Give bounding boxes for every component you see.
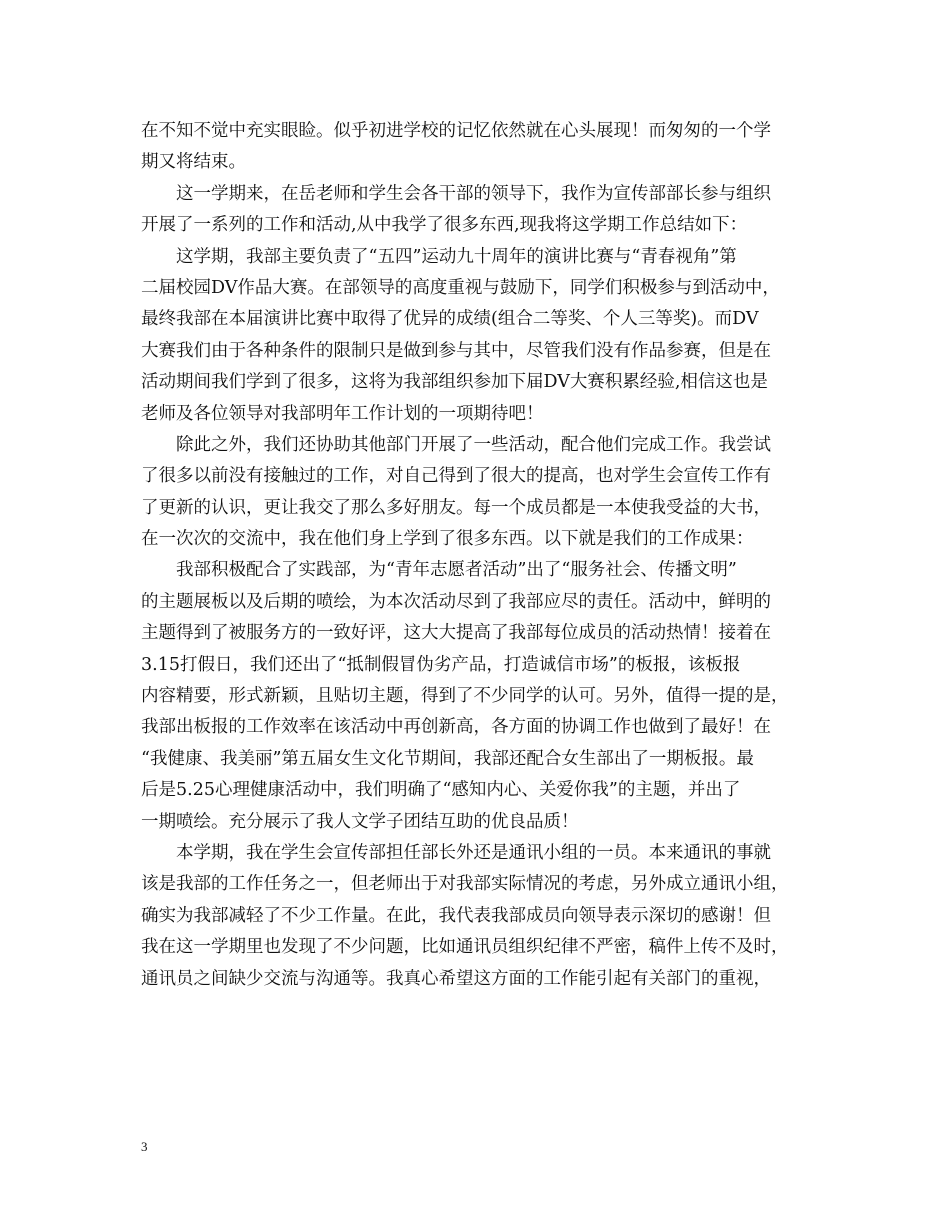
text-line: 这学期，我部主要负责了“五四”运动九十周年的演讲比赛与“青春视角”第: [176, 246, 737, 267]
text-line: 这一学期来，在岳老师和学生会各干部的领导下，我作为宣传部部长参与组织: [176, 183, 771, 204]
text-line: 该是我部的工作任务之一，但老师出于对我部实际情况的考虑，另外成立通讯小组，: [141, 874, 789, 895]
text-line: 通讯员之间缺少交流与沟通等。我真心希望这方面的工作能引起有关部门的重视，: [141, 968, 771, 989]
text-line: 3.15打假日，我们还出了“抵制假冒伪劣产品，打造诚信市场”的板报，该板报: [141, 654, 741, 675]
page-number: 3: [141, 1139, 148, 1154]
text-line: 在一次次的交流中，我在他们身上学到了很多东西。以下就是我们的工作成果：: [141, 529, 754, 550]
text-line: “我健康、我美丽”第五届女生文化节期间，我部还配合女生部出了一期板报。最: [141, 748, 754, 769]
text-line: 我部出板报的工作效率在该活动中再创新高，各方面的协调工作也做到了最好！在: [141, 717, 771, 738]
text-line: 一期喷绘。充分展示了我人文学子团结互助的优良品质！: [141, 811, 579, 832]
document-body: [141, 116, 811, 995]
text-line: 期又将结束。: [141, 152, 246, 173]
text-line: 除此之外，我们还协助其他部门开展了一些活动，配合他们完成工作。我尝试: [176, 434, 771, 455]
text-line: 确实为我部减轻了不少工作量。在此，我代表我部成员向领导表示深切的感谢！但: [141, 905, 771, 926]
text-line: 在不知不觉中充实眼睑。似乎初进学校的记忆依然就在心头展现！而匆匆的一个学: [141, 121, 771, 141]
text-line: 大赛我们由于各种条件的限制只是做到参与其中，尽管我们没有作品参赛，但是在: [141, 340, 771, 361]
text-line: 最终我部在本届演讲比赛中取得了优异的成绩(组合二等奖、个人三等奖)。而DV: [141, 309, 759, 330]
text-line: 主题得到了被服务方的一致好评，这大大提高了我部每位成员的活动热情！接着在: [141, 623, 771, 644]
text-line: 活动期间我们学到了很多，这将为我部组织参加下届DV大赛积累经验,相信这也是: [141, 372, 768, 393]
text-line: 了更新的认识，更让我交了那么多好朋友。每一个成员都是一本使我受益的大书，: [141, 497, 771, 518]
text-line: 内容精要，形式新颖，且贴切主题，得到了不少同学的认可。另外，值得一提的是，: [141, 686, 789, 707]
text-line: 本学期，我在学生会宣传部担任部长外还是通讯小组的一员。本来通讯的事就: [176, 842, 771, 863]
text-line: 了很多以前没有接触过的工作，对自己得到了很大的提高，也对学生会宣传工作有: [141, 466, 771, 487]
text-line: 老师及各位领导对我部明年工作计划的一项期待吧！: [141, 403, 544, 424]
text-line: 二届校园DV作品大赛。在部领导的高度重视与鼓励下，同学们积极参与到活动中，: [141, 277, 780, 298]
text-line: 后是5.25心理健康活动中，我们明确了“感知内心、关爱你我”的主题，并出了: [141, 780, 741, 801]
text-line: 的主题展板以及后期的喷绘，为本次活动尽到了我部应尽的责任。活动中，鲜明的: [141, 591, 771, 612]
text-line: 我部积极配合了实践部，为“青年志愿者活动”出了“服务社会、传播文明”: [176, 560, 737, 581]
text-line: 我在这一学期里也发现了不少问题，比如通讯员组织纪律不严密，稿件上传不及时，: [141, 937, 789, 958]
text-line: 开展了一系列的工作和活动,从中我学了很多东西,现我将这学期工作总结如下：: [141, 215, 748, 236]
